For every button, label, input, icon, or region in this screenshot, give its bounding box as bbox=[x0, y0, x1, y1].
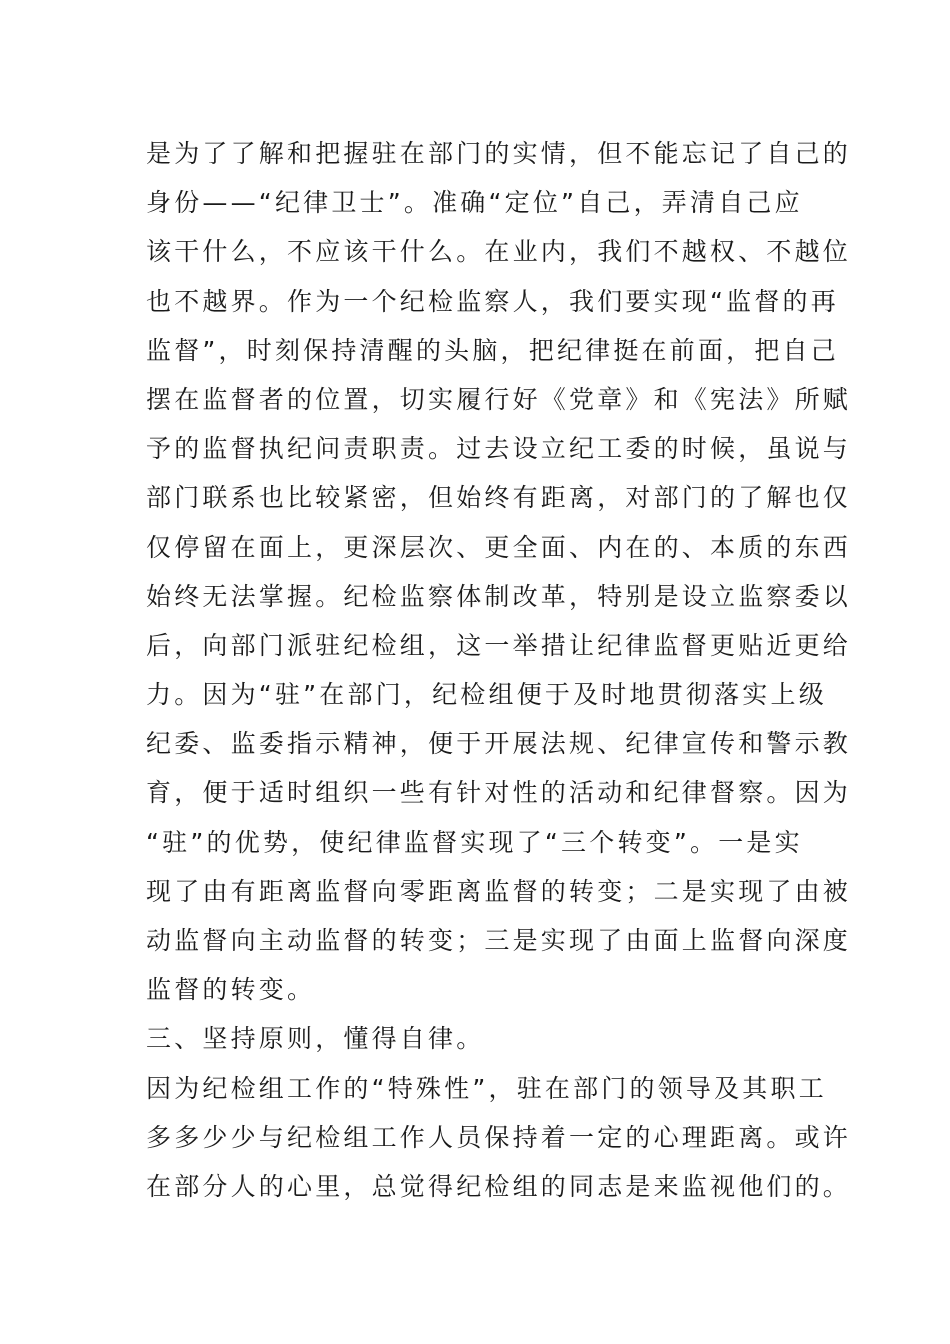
text-line: 在部分人的心里，总觉得纪检组的同志是来监视他们的。 bbox=[146, 1171, 852, 1201]
text-line: 是为了了解和把握驻在部门的实情，但不能忘记了自己的 bbox=[146, 139, 852, 168]
text-line: 监督”，时刻保持清醒的头脑，把纪律挺在前面，把自己 bbox=[146, 335, 839, 365]
text-line: 身份——“纪律卫士”。准确“定位”自己，弄清自己应 bbox=[146, 188, 803, 218]
text-line: 因为纪检组工作的“特殊性”，驻在部门的领导及其职工 bbox=[146, 1073, 827, 1103]
text-line: 也不越界。作为一个纪检监察人，我们要实现“监督的再 bbox=[146, 286, 839, 316]
text-line: 摆在监督者的位置，切实履行好《党章》和《宪法》所赋 bbox=[146, 384, 852, 414]
text-line: 多多少少与纪检组工作人员保持着一定的心理距离。或许 bbox=[146, 1122, 852, 1152]
text-line: 予的监督执纪问责职责。过去设立纪工委的时候，虽说与 bbox=[146, 434, 852, 464]
text-line: 部门联系也比较紧密，但始终有距离，对部门的了解也仅 bbox=[146, 483, 852, 513]
text-line: 该干什么，不应该干什么。在业内，我们不越权、不越位 bbox=[146, 237, 852, 267]
section-heading: 三、坚持原则，懂得自律。 bbox=[146, 1024, 485, 1054]
text-line: 始终无法掌握。纪检监察体制改革，特别是设立监察委以 bbox=[146, 581, 852, 611]
text-line: 现了由有距离监督向零距离监督的转变；二是实现了由被 bbox=[146, 876, 852, 906]
text-line: 仅停留在面上，更深层次、更全面、内在的、本质的东西 bbox=[146, 532, 852, 562]
text-line: 后，向部门派驻纪检组，这一举措让纪律监督更贴近更给 bbox=[146, 630, 852, 660]
text-line: 育，便于适时组织一些有针对性的活动和纪律督察。因为 bbox=[146, 778, 852, 808]
text-line: 力。因为“驻”在部门，纪检组便于及时地贯彻落实上级 bbox=[146, 680, 827, 710]
text-line: 纪委、监委指示精神，便于开展法规、纪律宣传和警示教 bbox=[146, 729, 852, 759]
text-line: 动监督向主动监督的转变；三是实现了由面上监督向深度 bbox=[146, 926, 852, 955]
body-text bbox=[146, 129, 852, 1211]
text-line: “驻”的优势，使纪律监督实现了“三个转变”。一是实 bbox=[146, 827, 803, 857]
text-line: 监督的转变。 bbox=[146, 975, 316, 1005]
